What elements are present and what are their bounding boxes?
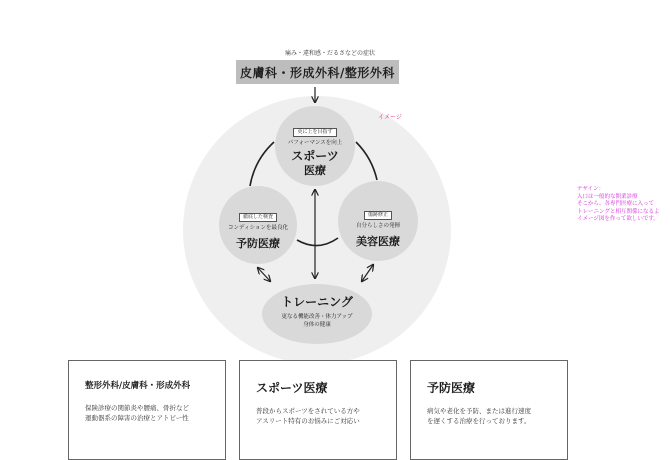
card-title: 整形外科/皮膚科・形成外科 bbox=[85, 381, 191, 391]
prevention-tag: 徹底した検査 bbox=[239, 213, 277, 222]
symptoms-intro: 痛み・違和感・だるさなどの症状 bbox=[284, 50, 375, 57]
card-body-line: アスリート特有のお悩みにご対応い bbox=[256, 417, 360, 425]
prevention-label: 予防医療 bbox=[236, 237, 280, 250]
training-node bbox=[262, 284, 372, 344]
card-body bbox=[85, 403, 209, 423]
beauty-tag: 傷跡修正 bbox=[364, 211, 392, 220]
orthopedics-card bbox=[68, 360, 226, 460]
sports-medicine-node bbox=[275, 106, 355, 186]
card-body-line: 普段からスポーツをされている方や bbox=[256, 407, 360, 415]
preventive-medicine-card bbox=[410, 360, 568, 460]
design-annotation bbox=[577, 186, 670, 224]
prevention-subtext: コンディションを最良化 bbox=[228, 225, 288, 231]
sports-label-line2: 医療 bbox=[304, 164, 326, 177]
departments-title: 皮膚科・形成外科/整形外科 bbox=[240, 65, 395, 80]
sports-tag: 更に上を目指す bbox=[293, 128, 336, 137]
image-annotation: イメージ bbox=[378, 114, 402, 121]
beauty-subtext: 自分らしさの発揮 bbox=[355, 223, 400, 229]
card-title: 予防医療 bbox=[427, 381, 476, 395]
prevention-training-arrow bbox=[258, 268, 270, 281]
beauty-label: 美容医療 bbox=[356, 235, 400, 248]
card-body bbox=[427, 406, 551, 426]
sports-medicine-card bbox=[239, 360, 397, 460]
cycle-arc-left bbox=[250, 142, 274, 186]
sports-label-line1: スポーツ bbox=[291, 149, 339, 163]
cycle-arc-bottom bbox=[297, 238, 338, 246]
card-body-line: を遅くする治療を行っております。 bbox=[427, 417, 531, 425]
design-note-line: 入口は一般的な開業診療 bbox=[577, 193, 638, 200]
training-subtext-1: 更なる機能改善・体力アップ bbox=[281, 314, 353, 320]
card-title: スポーツ医療 bbox=[256, 381, 328, 395]
design-note-line: イメージ図を作って欲しいです。 bbox=[577, 216, 659, 222]
card-body-line: 病気や老化を予防、または進行速度 bbox=[427, 407, 531, 415]
preventive-medicine-node bbox=[219, 186, 297, 264]
sports-subtext: パフォーマンスを向上 bbox=[287, 140, 343, 146]
design-note-line: トレーニングと相互関係になるよ bbox=[577, 208, 660, 215]
cycle-arc-right bbox=[356, 142, 377, 180]
design-note-line: デザイン： bbox=[577, 186, 605, 192]
training-label: トレーニング bbox=[281, 295, 353, 309]
training-subtext-2: 身体の健康 bbox=[303, 322, 331, 328]
design-note-line: そこから、各専門医療に入って bbox=[577, 201, 655, 207]
card-body-line: 運動器系の障害の治療とアトピー性 bbox=[85, 414, 189, 422]
aesthetic-medicine-node bbox=[338, 181, 418, 261]
beauty-training-arrow bbox=[362, 265, 373, 281]
card-body bbox=[256, 406, 380, 426]
card-body-line: 保険診療の関節炎や腰痛、骨折など bbox=[85, 404, 189, 412]
